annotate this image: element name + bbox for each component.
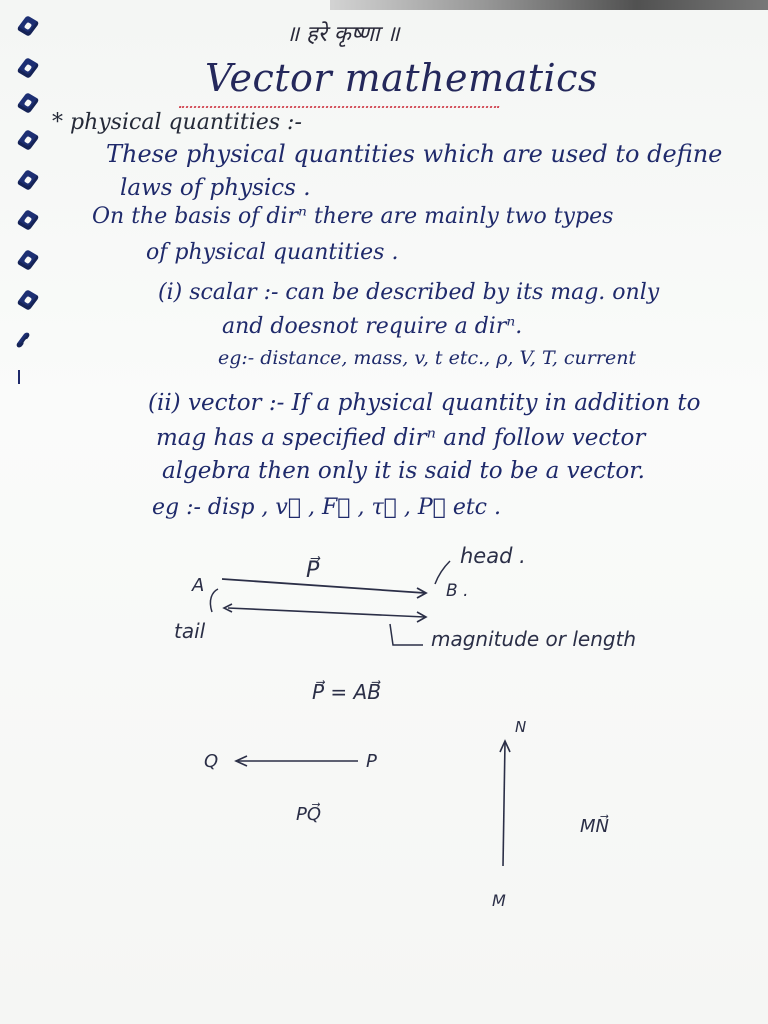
page-title: Vector mathematics <box>205 56 598 100</box>
note-line-4: On the basis of dirⁿ there are mainly two types <box>92 204 614 229</box>
point-n-label: N <box>515 718 527 736</box>
pq-label: PQ⃗ <box>296 804 322 825</box>
tail-pointer <box>210 589 218 612</box>
point-a-label: A <box>192 575 205 596</box>
mn-label: MN⃗ <box>580 816 609 837</box>
vector-p-label: P⃗ <box>306 558 320 583</box>
scalar-definition-cont: and doesnot require a dirⁿ. <box>222 314 523 339</box>
vector-ab-line <box>222 579 425 593</box>
note-line-2: These physical quantities which are used to define <box>106 140 723 168</box>
magnitude-line <box>228 608 425 617</box>
invocation-text: ॥ हरे कृष्णा ॥ <box>286 22 400 47</box>
vector-definition-cont-2: algebra then only it is said to be a vector. <box>162 458 645 484</box>
head-label: head . <box>460 544 526 568</box>
point-m-label: M <box>492 891 506 910</box>
note-line-5: of physical quantities . <box>146 240 399 265</box>
magnitude-pointer <box>390 624 423 645</box>
note-line-3: laws of physics . <box>120 175 311 201</box>
vector-examples: eg :- disp , v⃗ , F⃗ , τ⃗ , P⃗ etc . <box>152 495 501 520</box>
tail-label: tail <box>174 619 206 643</box>
point-p-label: P <box>366 751 377 772</box>
point-q-label: Q <box>204 751 219 772</box>
scalar-definition: (i) scalar :- can be described by its mag. only <box>158 280 660 305</box>
point-b-label: B . <box>446 581 469 601</box>
equation-label: P⃗ = AB⃗ <box>312 680 381 704</box>
magnitude-label: magnitude or length <box>431 627 637 651</box>
vector-definition-cont-1: mag has a specified dirⁿ and follow vector <box>156 425 646 451</box>
vector-mn-line <box>503 742 505 866</box>
vector-definition: (ii) vector :- If a physical quantity in addition to <box>148 390 701 416</box>
note-line-1: * physical quantities :- <box>52 110 302 135</box>
scalar-examples: eg:- distance, mass, v, t etc., ρ, V, T, current <box>218 347 637 369</box>
